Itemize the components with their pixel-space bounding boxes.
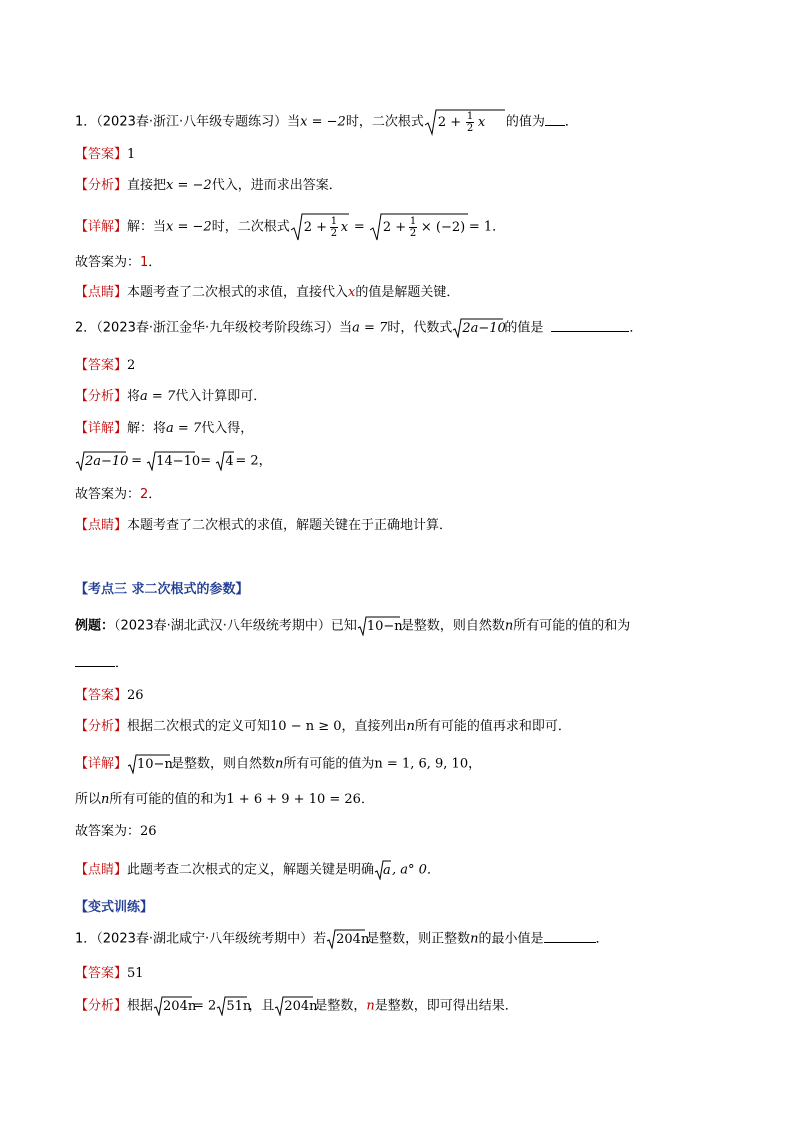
question-number: 1． <box>75 114 97 130</box>
note-line <box>75 283 459 303</box>
punct: ． <box>360 792 374 807</box>
fraction-numerator: 1 <box>409 216 417 227</box>
answer-line <box>75 356 135 376</box>
analysis-tag: 【分析】 <box>75 998 128 1014</box>
radical-expression <box>146 451 201 471</box>
radicand: 4 <box>225 454 234 469</box>
note-math: , a° 0 <box>392 862 427 878</box>
radical-expression <box>290 212 350 242</box>
result: = 1 <box>468 219 493 235</box>
analysis-text: ，直接列出 <box>341 719 407 734</box>
example-blank-line <box>75 654 128 674</box>
sum-line <box>75 790 374 810</box>
question-text: 是整数，则自然数 <box>400 618 505 634</box>
question-text: 所有可能的值的和为 <box>513 618 631 634</box>
math-condition: x = −2 <box>166 219 212 235</box>
question-source: （2023春·浙江·八年级专题练习） <box>96 114 288 130</box>
radical-expression <box>424 108 506 136</box>
answer-value: 1 <box>127 147 136 162</box>
detail-text: 所有可能的值为 <box>283 756 375 772</box>
question-2 <box>75 318 642 339</box>
result: = 2 <box>235 453 259 469</box>
analysis-text: 所有可能的值再求和即可． <box>414 719 571 734</box>
radicand: 10−n <box>366 619 403 634</box>
fraction-numerator: 1 <box>466 111 474 122</box>
fraction-denominator: 2 <box>330 228 338 239</box>
radical-expression <box>215 451 235 471</box>
analysis-line <box>75 996 518 1017</box>
math-condition: a = 7 <box>140 389 176 404</box>
variant-question-1 <box>75 929 609 950</box>
detail-line <box>75 419 253 439</box>
detail-line <box>75 754 481 775</box>
punct: ． <box>426 862 440 878</box>
analysis-text: 是整数， <box>314 998 367 1014</box>
math-condition: x = −2 <box>166 178 212 193</box>
radical-expression <box>452 318 504 338</box>
analysis-line <box>75 717 571 737</box>
analysis-tag: 【分析】 <box>75 719 128 734</box>
answer-tag: 【答案】 <box>75 358 128 373</box>
punct: ． <box>148 487 162 502</box>
radicand: 204n <box>284 999 318 1014</box>
question-text: 的最小值是 <box>478 931 544 947</box>
radical-expression <box>274 996 318 1016</box>
punct: ， <box>258 453 272 469</box>
answer-line <box>75 964 144 984</box>
analysis-text: 代入计算即可． <box>175 389 267 404</box>
radicand: 2a−10 <box>85 454 129 469</box>
radicand-var: x <box>477 115 486 130</box>
math-condition: a = 7 <box>166 421 202 436</box>
radical-expression <box>326 929 370 949</box>
radicand: 2a−10 <box>462 321 506 336</box>
radical-expression <box>369 212 469 242</box>
question-text: 时，代数式 <box>387 320 453 336</box>
math-var: n <box>470 931 479 947</box>
answer-line <box>75 686 144 706</box>
punct: ． <box>148 255 162 270</box>
radicand: 14−10 <box>156 454 201 469</box>
radicand-var: x <box>340 220 349 235</box>
example-question <box>75 616 630 637</box>
radicand: 2 + <box>437 115 462 130</box>
math-sum: 1 + 6 + 9 + 10 = 26 <box>226 792 361 807</box>
analysis-text: 将 <box>127 389 141 404</box>
radical-expression <box>75 451 127 471</box>
radicand: 51n <box>226 999 252 1014</box>
analysis-text: 代入，进而求出答案． <box>211 178 342 193</box>
radical-expression <box>216 996 252 1016</box>
question-text: 的值是 <box>504 320 544 336</box>
fraction-numerator: 1 <box>330 216 338 227</box>
question-source: （2023春·湖北武汉·八年级统考期中）已知 <box>114 618 357 634</box>
final-label: 故答案为： <box>75 487 141 502</box>
answer-line <box>75 145 135 165</box>
final-value: 1 <box>140 255 149 270</box>
note-text: 本题考查了二次根式的求值，直接代入 <box>127 285 349 300</box>
detail-text: 时，二次根式 <box>211 219 290 235</box>
final-answer-line <box>75 822 157 842</box>
fraction-half <box>466 111 474 134</box>
final-answer-line <box>75 485 161 505</box>
analysis-text: 根据 <box>127 998 154 1014</box>
punct: ． <box>595 931 609 947</box>
question-1 <box>75 108 578 136</box>
fraction-half <box>330 216 338 239</box>
final-answer-line <box>75 253 161 273</box>
fraction-denominator: 2 <box>409 228 417 239</box>
note-line <box>75 516 452 536</box>
note-text: 本题考查了二次根式的求值，解题关键在于正确地计算． <box>127 518 453 533</box>
analysis-text: 直接把 <box>127 178 167 193</box>
detail-line: 【详解】解：当x = −2时，二次根式 2 + $\frac{1}{2}$ x = 2 + $\frac{1}{2}$ × (−2) = 1． <box>75 212 505 242</box>
punct: ． <box>564 114 578 130</box>
sum-text: 所有可能的值的和为 <box>109 792 227 807</box>
math-values: n = 1, 6, 9, 10 <box>374 756 469 772</box>
note-text: 的值是解题关键． <box>355 285 460 300</box>
punct: ． <box>115 656 129 671</box>
math-var: n <box>504 618 514 634</box>
detail-tag: 【详解】 <box>75 756 128 772</box>
example-label: 例题： <box>75 618 115 634</box>
answer-value: 2 <box>127 358 136 373</box>
question-number: 2． <box>75 320 97 336</box>
math-var: n <box>275 756 284 772</box>
radicand: 10−n <box>137 757 173 772</box>
detail-tag: 【详解】 <box>75 219 128 235</box>
answer-tag: 【答案】 <box>75 147 128 162</box>
analysis-text: 是整数，即可得出结果． <box>374 998 518 1014</box>
radicand: 2 + <box>303 220 327 235</box>
question-text: 是整数，则正整数 <box>366 931 471 947</box>
math-var: n <box>366 998 375 1014</box>
math-condition: a = 7 <box>352 320 388 336</box>
analysis-tag: 【分析】 <box>75 178 128 193</box>
analysis-line <box>75 387 266 407</box>
answer-blank[interactable] <box>544 942 596 943</box>
final-label: 故答案为： <box>75 255 141 270</box>
answer-blank[interactable] <box>545 125 565 126</box>
note-tag: 【点睛】 <box>75 285 128 300</box>
final-value: 2 <box>140 487 149 502</box>
math-condition: x = −2 <box>300 114 346 130</box>
radical-expression <box>127 754 171 774</box>
punct: ． <box>492 219 506 235</box>
fraction-half <box>409 216 417 239</box>
math-var: n <box>406 719 415 734</box>
radicand: a <box>383 863 391 878</box>
answer-value: 51 <box>127 966 144 981</box>
detail-text: 解：将 <box>127 421 167 436</box>
punct: ， <box>468 756 482 772</box>
question-source: （2023春·湖北咸宁·八年级统考期中）若 <box>96 931 327 947</box>
analysis-tag: 【分析】 <box>75 389 128 404</box>
note-tag: 【点睛】 <box>75 518 128 533</box>
sum-text: 所以 <box>75 792 102 807</box>
note-tag: 【点睛】 <box>75 862 128 878</box>
answer-value: 26 <box>127 688 144 703</box>
detail-text: 代入得， <box>201 421 254 436</box>
variant-title: 【变式训练】 <box>75 900 154 915</box>
analysis-line <box>75 176 342 196</box>
question-source: （2023春·浙江金华·九年级校考阶段练习） <box>96 320 340 336</box>
answer-tag: 【答案】 <box>75 688 128 703</box>
note-text: 此题考查二次根式的定义，解题关键是明确 <box>127 862 375 878</box>
calc-line: 2a−10 = 14−10 = 4 = 2， <box>75 451 272 472</box>
answer-blank[interactable] <box>75 666 115 667</box>
radicand: 2 + <box>382 220 407 235</box>
radical-expression <box>153 996 197 1016</box>
analysis-text: ，且 <box>248 998 275 1014</box>
section-title: 【考点三 求二次根式的参数】 <box>75 582 249 597</box>
radical-expression <box>374 860 392 880</box>
question-text: 的值为 <box>505 114 545 130</box>
radicand: 204n <box>336 932 370 947</box>
question-text: 当 <box>287 114 301 130</box>
radicand: 204n <box>163 999 197 1014</box>
answer-blank[interactable] <box>551 331 629 332</box>
math-var: n <box>101 792 110 807</box>
math-inequality: 10 − n ≥ 0 <box>270 719 342 734</box>
question-text: 时，二次根式 <box>345 114 424 130</box>
math-eq: = 2 <box>193 998 217 1014</box>
answer-tag: 【答案】 <box>75 966 128 981</box>
final-value: 26 <box>140 824 157 839</box>
fraction-denominator: 2 <box>466 123 474 134</box>
punct: ． <box>629 320 643 336</box>
note-var: x <box>348 285 356 300</box>
detail-text: 是整数，则自然数 <box>171 756 276 772</box>
radicand-tail: × (−2) <box>420 220 466 235</box>
question-number: 1． <box>75 931 97 947</box>
detail-tag: 【详解】 <box>75 421 128 436</box>
note-line <box>75 860 440 881</box>
question-text: 当 <box>339 320 353 336</box>
radical-expression <box>357 616 401 636</box>
final-label: 故答案为： <box>75 824 141 839</box>
detail-text: 解：当 <box>127 219 167 235</box>
analysis-text: 根据二次根式的定义可知 <box>127 719 271 734</box>
